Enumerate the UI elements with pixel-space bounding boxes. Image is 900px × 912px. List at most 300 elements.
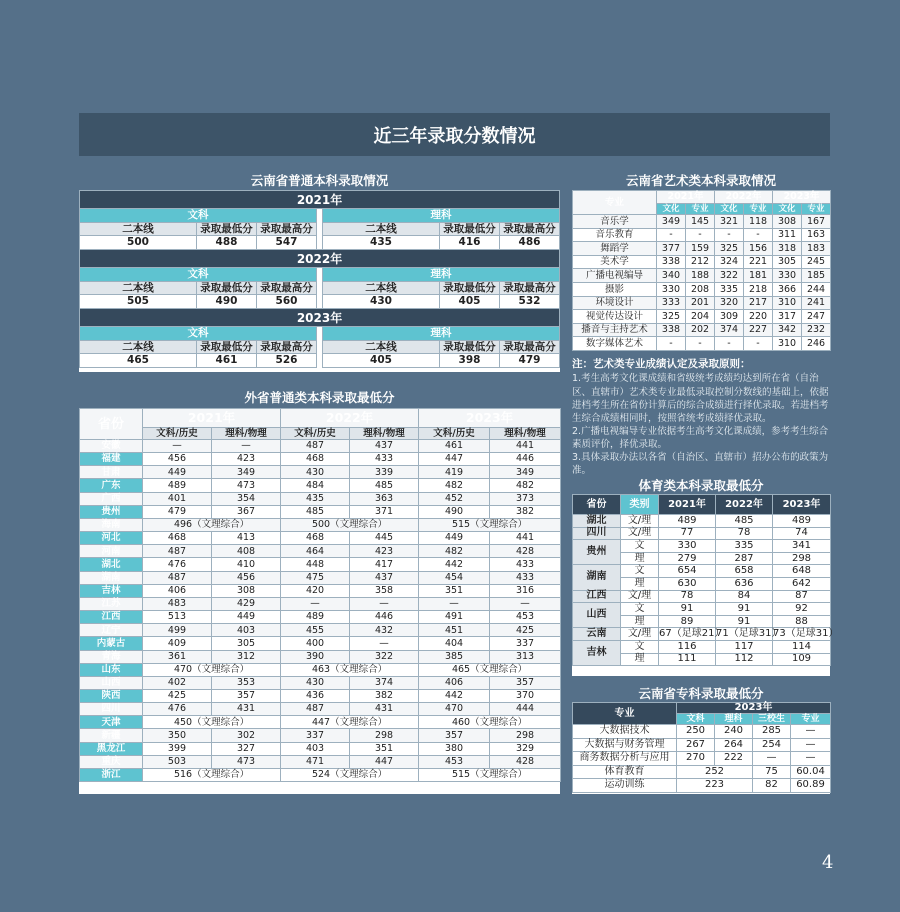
score-value: 425 (143, 689, 212, 702)
score-value: 338 (657, 255, 686, 269)
score-value: 308 (212, 584, 281, 597)
score-value: 279 (659, 552, 716, 565)
notes-title: 注：艺术类专业成绩认定及录取原则： (572, 358, 751, 370)
score-value: 441 (490, 532, 561, 545)
category: 理 (621, 615, 659, 628)
table-row (573, 515, 831, 528)
table-row (80, 650, 561, 663)
table-row (573, 310, 831, 324)
merged-score: 463（文理综合） (281, 663, 419, 676)
yunnan-regular-table (79, 190, 560, 368)
major-name: 视觉传达设计 (573, 310, 657, 324)
score-value: 416 (440, 236, 500, 250)
score-value: 342 (773, 323, 802, 337)
score-value: 456 (212, 571, 281, 584)
merged-score: 524（文理综合） (281, 768, 419, 781)
table-row (573, 779, 831, 793)
table-row (573, 337, 831, 351)
score-value: 339 (350, 466, 419, 479)
score-value: 485 (716, 515, 773, 528)
score-value: 349 (490, 466, 561, 479)
sports-table (572, 494, 839, 666)
score-value: 218 (744, 282, 773, 296)
province-name: 内蒙古 (80, 637, 143, 650)
category: 文 (621, 565, 659, 578)
score-value: — (490, 597, 561, 610)
score-value: 446 (350, 611, 419, 624)
category: 文/理 (621, 515, 659, 528)
province-name: 黑龙江 (80, 742, 143, 755)
score-value: 354 (212, 492, 281, 505)
column-header: 文化 (773, 204, 802, 215)
score-value: 444 (490, 703, 561, 716)
column-header: 文科/历史 (143, 428, 212, 440)
province-name: 海南 (80, 518, 143, 531)
score-value: 547 (257, 236, 317, 250)
score-value: 413 (212, 532, 281, 545)
province-name: 河北 (80, 532, 143, 545)
table-row (573, 765, 831, 779)
track-wen: 文科 (80, 268, 317, 282)
table-row (573, 640, 831, 653)
score-value: 490 (419, 505, 490, 518)
score-value: 447 (419, 453, 490, 466)
score-value: 658 (716, 565, 773, 578)
score-value: 423 (212, 453, 281, 466)
merged-score: 252 (677, 765, 753, 779)
score-value: - (686, 228, 715, 242)
merged-score: 223 (677, 779, 753, 793)
table-row (80, 676, 561, 689)
score-value: - (715, 228, 744, 242)
column-header: 录取最低分 (197, 223, 257, 236)
major-name: 播音与主持艺术 (573, 323, 657, 337)
score-value: 318 (773, 242, 802, 256)
score-value: 374 (350, 676, 419, 689)
score-value: 305 (212, 637, 281, 650)
score-value: 366 (773, 282, 802, 296)
major-name: 运动训练 (573, 779, 677, 793)
score-value: 313 (490, 650, 561, 663)
score-value: 479 (500, 354, 560, 368)
table-row (573, 228, 831, 242)
merged-score: 516（文理综合） (143, 768, 281, 781)
score-value: 163 (802, 228, 831, 242)
merged-score: 515（文理综合） (419, 768, 561, 781)
merged-score: 447（文理综合） (281, 716, 419, 729)
score-value: 327 (212, 742, 281, 755)
score-value: 358 (350, 584, 419, 597)
table-row (80, 768, 561, 781)
score-value: 402 (143, 676, 212, 689)
score-value: 183 (802, 242, 831, 256)
score-value: 357 (212, 689, 281, 702)
score-value: 325 (715, 242, 744, 256)
province-name: 山西 (573, 603, 621, 628)
province-name: 广西 (80, 492, 143, 505)
score-value: 636 (716, 577, 773, 590)
score-value: 320 (715, 296, 744, 310)
category: 文 (621, 640, 659, 653)
merged-score: 460（文理综合） (419, 716, 561, 729)
score-value: 489 (659, 515, 716, 528)
table-row (573, 269, 831, 283)
score-value: 479 (143, 505, 212, 518)
score-value: 419 (419, 466, 490, 479)
score-value: 361 (143, 650, 212, 663)
table-row (573, 296, 831, 310)
score-value: 167 (802, 215, 831, 229)
table-row (80, 729, 561, 742)
score-value: 363 (350, 492, 419, 505)
column-header: 录取最高分 (257, 282, 317, 295)
score-value: 67（足球21） (659, 628, 725, 640)
score-value: 335 (715, 282, 744, 296)
score-value: 489 (281, 611, 350, 624)
score-value: 310 (773, 296, 802, 310)
year-header: 2021年 (143, 409, 281, 428)
major-name: 音乐教育 (573, 228, 657, 242)
major-name: 大数据与财务管理 (573, 738, 677, 752)
score-value: 353 (212, 676, 281, 689)
score-value: 403 (281, 742, 350, 755)
score-value: 247 (802, 310, 831, 324)
province-name: 湖北 (573, 515, 621, 528)
score-value: 78 (716, 527, 773, 540)
column-header: 录取最高分 (500, 282, 560, 295)
score-value: 221 (744, 255, 773, 269)
score-value: 505 (80, 295, 197, 309)
score-value: 316 (490, 584, 561, 597)
track-row (80, 209, 560, 223)
major-name: 环境设计 (573, 296, 657, 310)
score-value: — (753, 752, 791, 766)
score-value: 89 (659, 615, 716, 628)
score-value: 337 (490, 637, 561, 650)
score-value: 449 (212, 611, 281, 624)
table-row (80, 440, 561, 453)
header-row (80, 223, 560, 236)
table-row (80, 703, 561, 716)
column-header: 录取最高分 (500, 341, 560, 354)
score-value: 475 (281, 571, 350, 584)
score-value: 385 (419, 650, 490, 663)
merged-score: 465（文理综合） (419, 663, 561, 676)
track-wen: 文科 (80, 327, 317, 341)
score-value: 442 (419, 689, 490, 702)
merged-score: 515（文理综合） (419, 518, 561, 531)
table-row (573, 255, 831, 269)
province-name: 湖南 (80, 571, 143, 584)
note-3: 3.具体录取办法以各省（自治区、直辖市）招办公布的政策为准。 (572, 452, 829, 477)
score-value: 406 (143, 584, 212, 597)
score-value: 349 (212, 466, 281, 479)
score-value: 325 (657, 310, 686, 324)
score-value: — (143, 440, 212, 453)
province-name: 山西 (80, 676, 143, 689)
column-header: 二本线 (80, 223, 197, 236)
score-value: 430 (281, 466, 350, 479)
other-provinces-table (79, 408, 561, 782)
score-value: 503 (143, 755, 212, 768)
score-value: 485 (350, 479, 419, 492)
province-name: 吉林 (80, 584, 143, 597)
score-value: 476 (143, 703, 212, 716)
score-value: 91 (716, 603, 773, 616)
score-value: 405 (323, 354, 440, 368)
score-value: - (744, 337, 773, 351)
score-value: 338 (657, 323, 686, 337)
score-value: 270 (677, 752, 715, 766)
column-header: 三校生 (753, 714, 791, 725)
score-value: 432 (350, 624, 419, 637)
score-value: 382 (350, 689, 419, 702)
province-name: 陕西 (80, 689, 143, 702)
score-value: 465 (80, 354, 197, 368)
table-row (573, 540, 831, 553)
vocational-panel (572, 702, 830, 794)
score-value: 185 (802, 269, 831, 283)
province-name: 浙江 (80, 768, 143, 781)
score-value: 410 (212, 558, 281, 571)
score-value: 483 (143, 597, 212, 610)
score-value: 77 (659, 527, 716, 540)
table-row (80, 492, 561, 505)
category: 文/理 (621, 590, 659, 603)
score-value: - (744, 228, 773, 242)
score-value: 435 (281, 492, 350, 505)
score-value: 357 (490, 676, 561, 689)
merged-score: 450（文理综合） (143, 716, 281, 729)
score-value: 431 (212, 703, 281, 716)
score-value: 329 (490, 742, 561, 755)
table-row (80, 584, 561, 597)
score-value: 468 (281, 532, 350, 545)
table-row (573, 590, 831, 603)
category: 文 (621, 603, 659, 616)
score-value: 212 (686, 255, 715, 269)
category: 文/理 (621, 527, 659, 540)
year-header: 2023年 (80, 309, 560, 327)
table-row (573, 527, 831, 540)
column-header: 二本线 (80, 282, 197, 295)
score-value: 532 (500, 295, 560, 309)
score-value: 468 (281, 453, 350, 466)
merged-score: 500（文理综合） (281, 518, 419, 531)
score-value: 321 (715, 215, 744, 229)
table-row (80, 755, 561, 768)
year-header: 2022年 (281, 409, 419, 428)
score-value: 305 (773, 255, 802, 269)
column-header: 录取最高分 (500, 223, 560, 236)
category: 理 (621, 552, 659, 565)
header-row (573, 495, 831, 515)
score-value: 648 (773, 565, 831, 578)
score-value: 449 (419, 532, 490, 545)
score-value: 485 (281, 505, 350, 518)
score-value: 217 (744, 296, 773, 310)
province-name: 湖南 (573, 565, 621, 590)
table-row (573, 752, 831, 766)
year-header: 2022年 (715, 191, 773, 204)
score-value: 298 (350, 729, 419, 742)
score-value: 513 (143, 611, 212, 624)
province-name: 贵州 (573, 540, 621, 565)
value-row (80, 236, 560, 250)
score-value: 92 (773, 603, 831, 616)
track-row (80, 327, 560, 341)
year-header-row (573, 703, 831, 714)
score-value: 298 (490, 729, 561, 742)
year-row (80, 250, 560, 268)
score-value: - (657, 337, 686, 351)
column-header: 录取最低分 (440, 282, 500, 295)
score-value: 351 (419, 584, 490, 597)
table-row (80, 689, 561, 702)
score-value: 482 (419, 479, 490, 492)
province-name: 河南 (80, 545, 143, 558)
column-header: 录取最高分 (257, 223, 317, 236)
score-value: 499 (143, 624, 212, 637)
score-value: 109 (773, 653, 831, 666)
score-value: 330 (659, 540, 716, 553)
score-value: 73（足球31） (773, 628, 839, 640)
score-value: 201 (686, 296, 715, 310)
score-value: 370 (490, 689, 561, 702)
province-name: 江西 (80, 611, 143, 624)
table-row (80, 742, 561, 755)
track-wen: 文科 (80, 209, 317, 223)
score-value: 227 (744, 323, 773, 337)
column-header: 文科/历史 (419, 428, 490, 440)
score-value: 526 (257, 354, 317, 368)
column-header: 二本线 (80, 341, 197, 354)
province-name: 辽宁 (80, 624, 143, 637)
score-value: 202 (686, 323, 715, 337)
year-header: 2023年 (773, 191, 831, 204)
score-value: 240 (715, 725, 753, 739)
score-value: - (657, 228, 686, 242)
score-value: 471 (281, 755, 350, 768)
column-header: 文科 (677, 714, 715, 725)
score-value: 380 (419, 742, 490, 755)
score-value: 425 (490, 624, 561, 637)
table-row (573, 282, 831, 296)
score-value: 399 (143, 742, 212, 755)
score-value: 371 (350, 505, 419, 518)
score-value: 456 (143, 453, 212, 466)
category: 文 (621, 540, 659, 553)
column-header: 专业 (744, 204, 773, 215)
score-value: 406 (419, 676, 490, 689)
table-row (573, 215, 831, 229)
score-value: 446 (490, 453, 561, 466)
province-name: 青海 (80, 650, 143, 663)
note-1: 1.考生高考文化课成绩和省级统考成绩均达到所在省（自治区、直辖市）艺术类专业最低录取控制分数线的基础上，依据进档考生所在省份计算后的综合成绩进行择优录取。若进档考生综合成绩相同时，按照省统考成绩择优录取。 (572, 373, 829, 424)
score-value: 468 (143, 532, 212, 545)
province-name: 湖北 (80, 558, 143, 571)
score-value: 435 (323, 236, 440, 250)
score-value: 310 (773, 337, 802, 351)
score-value: 451 (419, 624, 490, 637)
major-name: 摄影 (573, 282, 657, 296)
year-header: 2022年 (80, 250, 560, 268)
score-value: 642 (773, 577, 831, 590)
score-value: 88 (773, 615, 831, 628)
score-value: 420 (281, 584, 350, 597)
score-value: 111 (659, 653, 716, 666)
track-li: 理科 (323, 268, 560, 282)
score-value: 433 (490, 571, 561, 584)
score-value: 447 (350, 755, 419, 768)
score-value: 448 (281, 558, 350, 571)
column-header: 二本线 (323, 223, 440, 236)
province-name: 贵州 (80, 505, 143, 518)
score-value: 285 (753, 725, 791, 739)
other-provinces-panel (79, 408, 560, 794)
subheader-row (80, 428, 561, 440)
score-value: 298 (773, 552, 831, 565)
column-header: 录取最高分 (257, 341, 317, 354)
score-value: 330 (773, 269, 802, 283)
art-notes (572, 357, 830, 477)
column-header: 2023年 (773, 495, 831, 515)
score-value: 453 (490, 611, 561, 624)
score-value: 112 (716, 653, 773, 666)
table-row (80, 518, 561, 531)
score-value: 442 (419, 558, 490, 571)
score-value: 322 (715, 269, 744, 283)
province-name: 四川 (573, 527, 621, 540)
vocational-table (572, 702, 831, 793)
score-value: 408 (212, 545, 281, 558)
score-value: 470 (419, 703, 490, 716)
table-row (80, 466, 561, 479)
major-header: 专业 (573, 191, 657, 215)
column-header: 专业 (686, 204, 715, 215)
score-value: 350 (143, 729, 212, 742)
art-table (572, 190, 831, 351)
major-name: 美术学 (573, 255, 657, 269)
score-value: 87 (773, 590, 831, 603)
province-name: 云南 (573, 628, 621, 641)
score-value: 398 (440, 354, 500, 368)
table-row (80, 611, 561, 624)
score-value: 431 (350, 703, 419, 716)
score-value: 430 (323, 295, 440, 309)
table-row (80, 624, 561, 637)
score-value: 91 (716, 615, 773, 628)
year-header-row (80, 409, 561, 428)
score-value: 222 (715, 752, 753, 766)
major-name: 舞蹈学 (573, 242, 657, 256)
score-value: 445 (350, 532, 419, 545)
score-value: 455 (281, 624, 350, 637)
score-value: 630 (659, 577, 716, 590)
table-row (573, 725, 831, 739)
score-value: 428 (490, 545, 561, 558)
category: 文/理 (621, 628, 659, 641)
column-header: 省份 (573, 495, 621, 515)
score-value: 464 (281, 545, 350, 558)
score-value: 382 (490, 505, 561, 518)
score-value: 60.89 (791, 779, 831, 793)
other-provinces-title: 外省普通类本科录取最低分 (244, 390, 395, 405)
year-header-row (573, 191, 831, 204)
score-value: 308 (773, 215, 802, 229)
merged-score: 470（文理综合） (143, 663, 281, 676)
table-row (80, 505, 561, 518)
